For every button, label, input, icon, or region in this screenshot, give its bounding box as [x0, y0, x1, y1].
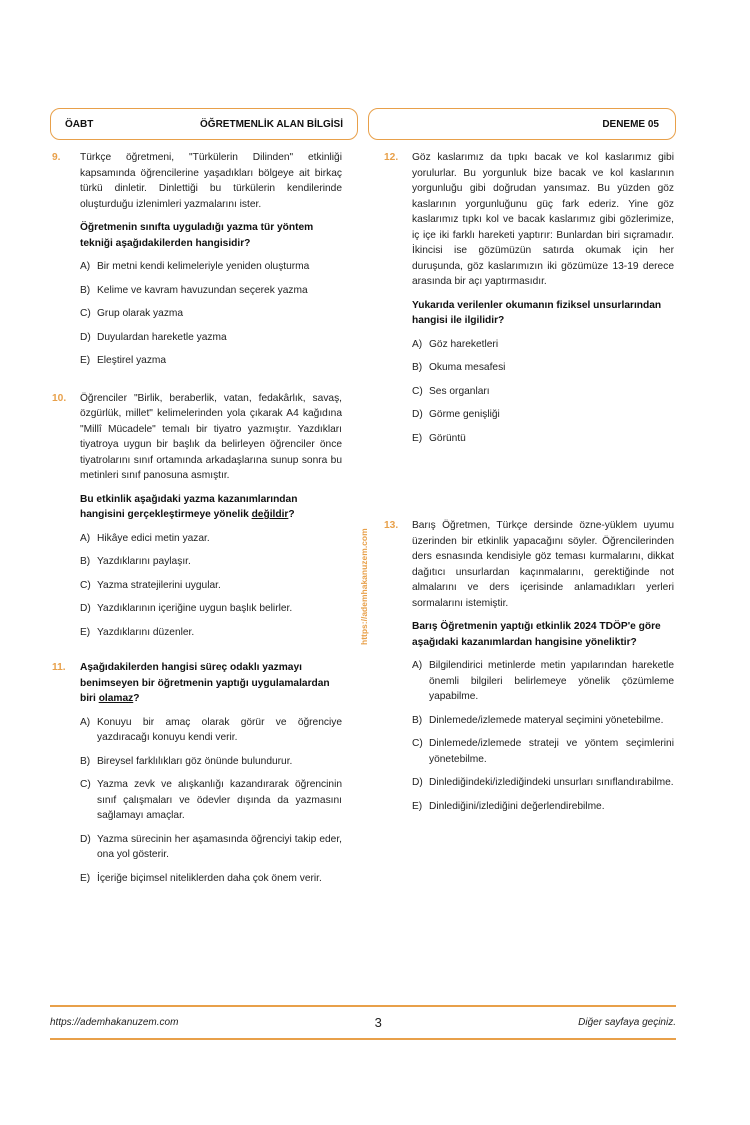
next-page-note: Diğer sayfaya geçiniz.: [578, 1016, 676, 1028]
question-number: 11.: [52, 662, 66, 673]
question-stem: Barış Öğretmen, Türkçe dersinde özne-yüklem uyumu üzerinden bir etkinlik yapacağını söyler. Öğrencilerinden ders esnasında kendisiyle göz teması kurmalarını, dikkat dağıtıcı unsurlardan kaçınmalarını, gerektiğinde not almalarını ve ders içerisinde anlamadıkları yerleri sormalarını istemiştir.: [412, 520, 674, 609]
option-d[interactable]: D) Yazma sürecinin her aşamasında öğrenciyi takip eder, ona yol gösterir.: [80, 833, 342, 860]
option-e[interactable]: E) Dinlediğini/izlediğini değerlendirebilme.: [412, 800, 605, 812]
question-number: 10.: [52, 392, 67, 404]
option-d[interactable]: D) Yazdıklarının içeriğine uygun başlık belirler.: [80, 603, 293, 614]
vertical-watermark: https://ademhakanuzem.com: [359, 528, 369, 645]
question-number: 9.: [52, 152, 61, 163]
option-a[interactable]: A) Göz hareketleri: [412, 338, 499, 350]
header-left-box: [50, 108, 358, 140]
footer-top-rule: [50, 1005, 676, 1007]
option-c[interactable]: C) Ses organları: [412, 385, 490, 397]
option-a[interactable]: A) Bilgilendirici metinlerde metin yapılarından hareketle önemli bilgileri belirlemeye yönelik çözümleme yapabilme.: [412, 660, 674, 702]
options-list: [80, 531, 342, 641]
question-9: [52, 150, 342, 369]
option-e[interactable]: E) Eleştirel yazma: [80, 355, 167, 366]
header-right-box: [368, 108, 676, 140]
options-list: [412, 337, 674, 447]
option-b[interactable]: B) Bireysel farklılıkları göz önünde bulundurur.: [80, 755, 293, 767]
right-column: [384, 150, 674, 822]
option-b[interactable]: B) Kelime ve kavram havuzundan seçerek yazma: [80, 284, 308, 296]
option-c[interactable]: C) Yazma stratejilerini uygular.: [80, 579, 221, 591]
option-a[interactable]: A) Konuyu bir amaç olarak görür ve öğrenciye yazdıracağı konuyu kendi verir.: [80, 716, 342, 743]
question-prompt: Aşağıdakilerden hangisi süreç odaklı yazmayı benimseyen bir öğretmenin yaptığı uygulamalardan biri olamaz?: [80, 662, 330, 704]
question-10: [52, 391, 342, 641]
question-11: [52, 660, 342, 886]
question-stem: Öğrenciler "Birlik, beraberlik, vatan, fedakârlık, savaş, özgürlük, millet" kelimelerinden yola çıkarak A4 kağıdına "Millî Mücadele" temalı bir tiyatro yazmıştır. Yazdıkları tiyatroya uygun bir başlık da belirleyen öğrenciler önce tiyatrolarını sınıf ortamında arkadaşlarına sunup sonra bu metinleri sınıf panosuna asmıştır.: [80, 392, 342, 481]
page-number: 3: [374, 1014, 382, 1030]
emphasis-word: olamaz: [98, 693, 134, 704]
option-d[interactable]: D) Dinlediğindeki/izlediğindeki unsurları sınıflandırabilme.: [412, 777, 674, 788]
question-13: [384, 518, 674, 814]
footer-website-link[interactable]: https://ademhakanuzem.com: [50, 1016, 179, 1028]
left-column: [52, 150, 342, 894]
question-prompt: Yukarıda verilenler okumanın fiziksel unsurlarından hangisi ile ilgilidir?: [412, 299, 662, 326]
option-a[interactable]: A) Bir metni kendi kelimeleriyle yeniden oluşturma: [80, 261, 310, 272]
question-prompt: Barış Öğretmenin yaptığı etkinlik 2024 TDÖP'e göre aşağıdaki kazanımlardan hangisine yöneliktir?: [412, 621, 661, 648]
question-prompt: Bu etkinlik aşağıdaki yazma kazanımlarından hangisini gerçekleştirmeye yönelik değildir?: [80, 493, 298, 520]
test-title: DENEME 05: [602, 118, 659, 130]
option-e[interactable]: E) Yazdıklarını düzenler.: [80, 626, 195, 638]
options-list: [412, 658, 674, 814]
question-12: [384, 150, 674, 446]
option-d[interactable]: D) Duyulardan hareketle yazma: [80, 331, 227, 343]
option-b[interactable]: B) Okuma mesafesi: [412, 362, 506, 373]
option-c[interactable]: C) Dinlemede/izlemede strateji ve yöntem seçimlerini yönetebilme.: [412, 738, 674, 765]
question-number: 13.: [384, 520, 399, 531]
question-stem: Göz kaslarımız da tıpkı bacak ve kol kaslarımız gibi yorulurlar. Bu yorgunluk bize bacak ve kol kaslarının yorgunluğu gibi doğrudan yansımaz. Bu yüzden göz kaslarının yorgunluğunu güç fark ederiz. Yine göz kaslarımız tıpkı kol ve bacak kaslarımız gibi gözlerimize, iç içe iki farklı hareketi yaptırır: Bunlardan biri sıçramadır. İkincisi ise gözümüzün satırda okumak için her duruşunda, göz kaslarımızın iki gözümüze 13-19 derece arasında bir açı yaptırmasıdır.: [412, 152, 674, 287]
option-e[interactable]: E) İçeriğe biçimsel niteliklerden daha çok önem verir.: [80, 872, 322, 884]
option-a[interactable]: A) Hikâye edici metin yazar.: [80, 532, 210, 544]
option-c[interactable]: C) Yazma zevk ve alışkanlığı kazandırarak öğrencinin sınıf çalışmaları ve ödevler dışında da yazmasını sağlamayı amaçlar.: [80, 779, 342, 821]
page-footer: [50, 1012, 676, 1032]
option-b[interactable]: B) Yazdıklarını paylaşır.: [80, 556, 191, 567]
section-title: ÖĞRETMENLİK ALAN BİLGİSİ: [200, 118, 343, 130]
options-list: [80, 259, 342, 369]
footer-bottom-rule: [50, 1038, 676, 1040]
exam-code: ÖABT: [65, 118, 94, 130]
question-stem: Türkçe öğretmeni, "Türkülerin Dilinden" etkinliği kapsamında öğrencilerine yaşadıkları bölgeye ait birkaç türkü dinletir. Dinlettiği bu türkülerin kendilerinde oluşturduğu izlenimleri yazmalarını ister.: [80, 152, 342, 210]
option-b[interactable]: B) Dinlemede/izlemede materyal seçimini yönetebilme.: [412, 714, 664, 726]
question-prompt: Öğretmenin sınıfta uyguladığı yazma tür yöntem tekniği aşağıdakilerden hangisidir?: [80, 222, 314, 249]
question-number: 12.: [384, 152, 399, 163]
option-d[interactable]: D) Görme genişliği: [412, 409, 500, 420]
emphasis-word: değildir: [251, 509, 289, 520]
option-c[interactable]: C) Grup olarak yazma: [80, 308, 184, 319]
option-e[interactable]: E) Görüntü: [412, 432, 466, 444]
options-list: [80, 715, 342, 887]
